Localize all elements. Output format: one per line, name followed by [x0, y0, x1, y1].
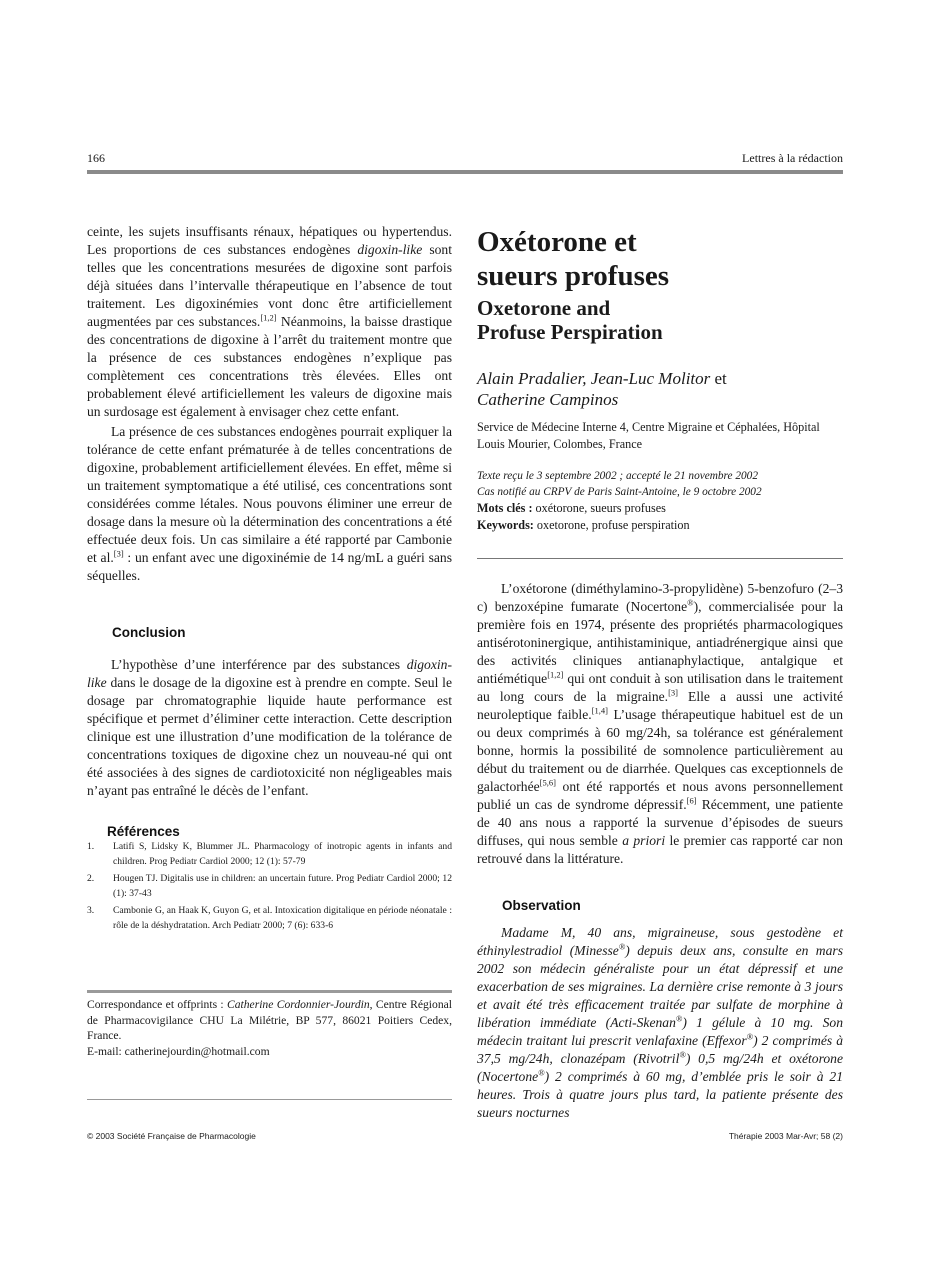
- observation-heading: Observation: [502, 898, 581, 913]
- keywords: Mots clés : oxétorone, sueurs profuses Keywords: oxetorone, profuse perspiration: [477, 501, 690, 532]
- running-title: Lettres à la rédaction: [742, 151, 843, 165]
- page-number: 166: [87, 151, 105, 165]
- references-list: [87, 840, 452, 936]
- correspondence-email: E-mail: catherinejourdin@hotmail.com: [87, 1044, 270, 1058]
- intro-text: L’oxétorone (diméthylamino-3-propylidène) 5-benzofuro (2–3 c) benzoxépine fumarate (Nocertone®), commercialisée pour la première fois en 1974, présente des propriétés pharmacologiques antisérotoninergique, antihistaminique, antiadrénergique ainsi que des activités cliniques antianaphylactique, antalgique et antiémétique[1,2] qui ont conduit à son utilisation dans le traitement au long cours de la migraine.[3] Elle a aussi une activité neuroleptique faible.[1,4] L’usage thérapeutique habituel est de un ou deux comprimés à 60 mg/24h, sa tolérance est généralement bonne, hormis la possibilité de somnolence particulièrement au début du traitement ou de diarrhée. Quelques cas exceptionnels de galactorhée[5,6] ont été rapportés et nous avons personnellement publié un cas de syndrome dépressif.[6] Récemment, une patiente de 40 ans nous a rapporté la survenue d’épisodes de sueurs diffuses, qui nous semble a priori le premier cas rapporté car non retrouvé dans la littérature.: [477, 581, 843, 866]
- references-heading: Références: [107, 824, 180, 839]
- affiliation: Service de Médecine Interne 4, Centre Migraine et Céphalées, Hôpital Louis Mourier, Colombes, France: [477, 420, 820, 451]
- footer-copyright: © 2003 Société Française de Pharmacologie: [87, 1131, 256, 1141]
- article-title-fr: Oxétorone et sueurs profuses: [477, 226, 670, 292]
- article-title-en: Oxetorone and Profuse Perspiration: [477, 296, 663, 344]
- received-dates: Texte reçu le 3 septembre 2002 ; accepté le 21 novembre 2002 Cas notifié au CRPV de Paris Saint-Antoine, le 9 octobre 2002: [477, 470, 762, 498]
- paragraph-continuation: ceinte, les sujets insuffisants rénaux, hépatiques ou hypertendus. Les proportions de ces substances endogènes digoxin-like sont telles que les concentrations mesurées de digoxine sont parfois déjà situées dans l’intervalle thérapeutique en l’absence de tout traitement. Les digoxinémies vont donc être artificiellement augmentées par ces substances.[1,2] Néanmoins, la baisse drastique des concentrations de digoxine à l’arrêt du traitement montre que la présence de ces substances endogènes n’explique pas complètement ces concentrations très élevées. Elles ont probablement élevé artificiellement les valeurs de digoxine mais un surdosage est également à envisager chez cette enfant.: [87, 224, 452, 419]
- correspondence-bottom-rule: [87, 1099, 452, 1100]
- reference-item: 3. Cambonie G, an Haak K, Guyon G, et al. Intoxication digitalique en période néonatale : rôle de la déshydratation. Arch Pediatr 2000; 7 (6): 633-6: [87, 905, 452, 931]
- reference-item: 2. Hougen TJ. Digitalis use in children: an uncertain future. Prog Pediatr Cardiol 2000; 12 (1): 37-43: [87, 873, 452, 899]
- footer-journal: Thérapie 2003 Mar-Avr; 58 (2): [728, 1131, 843, 1141]
- correspondence-rule: [87, 990, 452, 993]
- reference-item: 1. Latifi S, Lidsky K, Blummer JL. Pharmacology of inotropic agents in infants and children. Prog Pediatr Cardiol 2000; 12 (1): 57-79: [87, 841, 452, 867]
- header-rule: [87, 170, 843, 174]
- correspondence: Correspondance et offprints : Catherine Cordonnier-Jourdin, Centre Régional de Pharmacovigilance CHU La Milétrie, BP 577, 86021 Poitiers Cedex, France. E-mail: catherinejourdin@hotmail.com: [87, 998, 452, 1058]
- left-column-text: [87, 223, 452, 585]
- abstract-rule: [477, 558, 843, 559]
- conclusion-heading: Conclusion: [112, 625, 186, 640]
- paragraph-tolerance: La présence de ces substances endogènes pourrait expliquer la tolérance de cette enfant prématurée à de telles concentrations de digoxine, probablement artificiellement élevées. En effet, même si un traitement symptomatique a été utilisé, ces concentrations sont considérées comme létales. Nous pouvons éliminer une erreur de dosage dans la mesure où la détermination des concentrations a été effectuée deux fois. Un cas similaire a été rapporté par Cambonie et al.[3] : un enfant avec une digoxinémie de 14 ng/mL a guéri sans séquelles.: [87, 424, 452, 583]
- observation-text: Madame M, 40 ans, migraineuse, sous gestodène et éthinylestradiol (Minesse®) depuis deux ans, consulte en mars 2002 son médecin généraliste pour un état dépressif et une exacerbation de ses migraines. La dernière crise remonte à 3 jours et avait été très efficacement traitée par sulfate de morphine à libération immédiate (Acti-Skenan®) 1 gélule à 10 mg. Son médecin traitant lui prescrit venlafaxine (Effexor®) 2 comprimés à 37,5 mg/24h, clonazépam (Rivotril®) 0,5 mg/24h et oxétorone (Nocertone®) 2 comprimés à 60 mg, d’emblée pris le soir à 21 heures. Trois à quatre jours plus tard, la patiente présente des sueurs nocturnes: [477, 925, 843, 1120]
- authors: Alain Pradalier, Jean-Luc Molitor et Catherine Campinos: [477, 369, 727, 409]
- conclusion-text: L’hypothèse d’une interférence par des substances digoxin-like dans le dosage de la digoxine est à prendre en compte. Seul le dosage par chromatographie liquide haute performance est spécifique et permet d’éliminer cette interaction. Cette description clinique est une illustration d’une modification de la tolérance de concentrations toxiques de digoxine chez un nouveau-né qui ont été associées à des signes de cardiotoxicité non négligeables mais n’ayant pas entraîné le décès de l’enfant.: [87, 657, 452, 798]
